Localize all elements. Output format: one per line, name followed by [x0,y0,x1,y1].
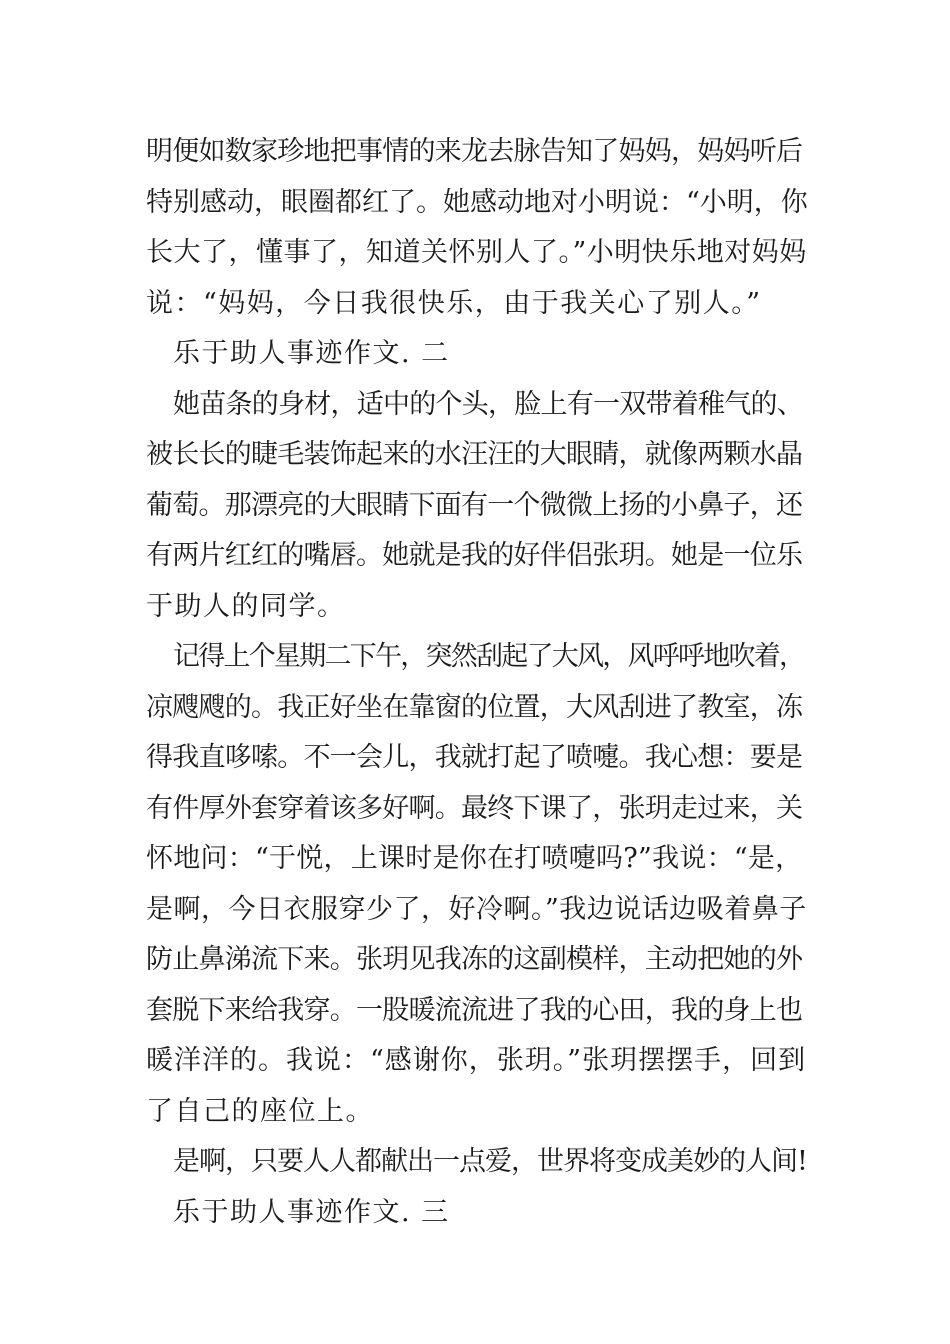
text-line: 特别感动，眼圈都红了。她感动地对小明说：“小明，你 [146,186,808,218]
text-line: 她苗条的身材，适中的个头，脸上有一双带着稚气的、 [173,388,803,420]
text-line: 被长长的睫毛装饰起来的水汪汪的大眼睛，就像两颗水晶 [146,439,803,470]
text-line: 记得上个星期二下午，突然刮起了大风，风呼呼地吹着， [173,641,805,672]
text-line: 凉飕飕的。我正好坐在靠窗的位置，大风刮进了教室，冻 [146,691,803,723]
text-line: 怀地问：“于悦，上课时是你在打喷嚏吗?”我说：“是， [146,843,803,874]
text-line: 说：“妈妈，今日我很快乐，由于我关心了别人。” [146,287,762,319]
text-line: 有两片红红的嘴唇。她就是我的好伴侣张玥。她是一位乐 [146,540,803,571]
text-line: 暖洋洋的。我说：“感谢你，张玥。”张玥摆摆手，回到 [146,1045,807,1076]
section-heading: 乐于助人事迹作文. 三 [173,1196,450,1228]
text-line: 葡萄。那漂亮的大眼睛下面有一个微微上扬的小鼻子，还 [146,489,803,521]
document-body [146,127,808,1238]
text-line: 了自己的座位上。 [146,1095,374,1127]
text-line: 防止鼻涕流下来。张玥见我冻的这副模样，主动把她的外 [146,944,803,975]
text-line: 得我直哆嗦。不一会儿，我就打起了喷嚏。我心想：要是 [146,742,803,773]
section-heading: 乐于助人事迹作文. 二 [173,338,450,369]
text-line: 是啊，只要人人都献出一点爱，世界将变成美妙的人间! [173,1146,807,1177]
text-line: 套脱下来给我穿。一股暖流流进了我的心田，我的身上也 [146,994,803,1026]
text-line: 于助人的同学。 [146,590,346,622]
text-line: 是啊，今日衣服穿少了，好冷啊。”我边说话边吸着鼻子 [146,893,807,925]
text-line: 明便如数家珍地把事情的来龙去脉告知了妈妈，妈妈听后 [146,136,803,167]
text-line: 有件厚外套穿着该多好啊。最终下课了，张玥走过来，关 [146,792,803,824]
text-line: 长大了，懂事了，知道关怀别人了。”小明快乐地对妈妈 [146,237,807,268]
